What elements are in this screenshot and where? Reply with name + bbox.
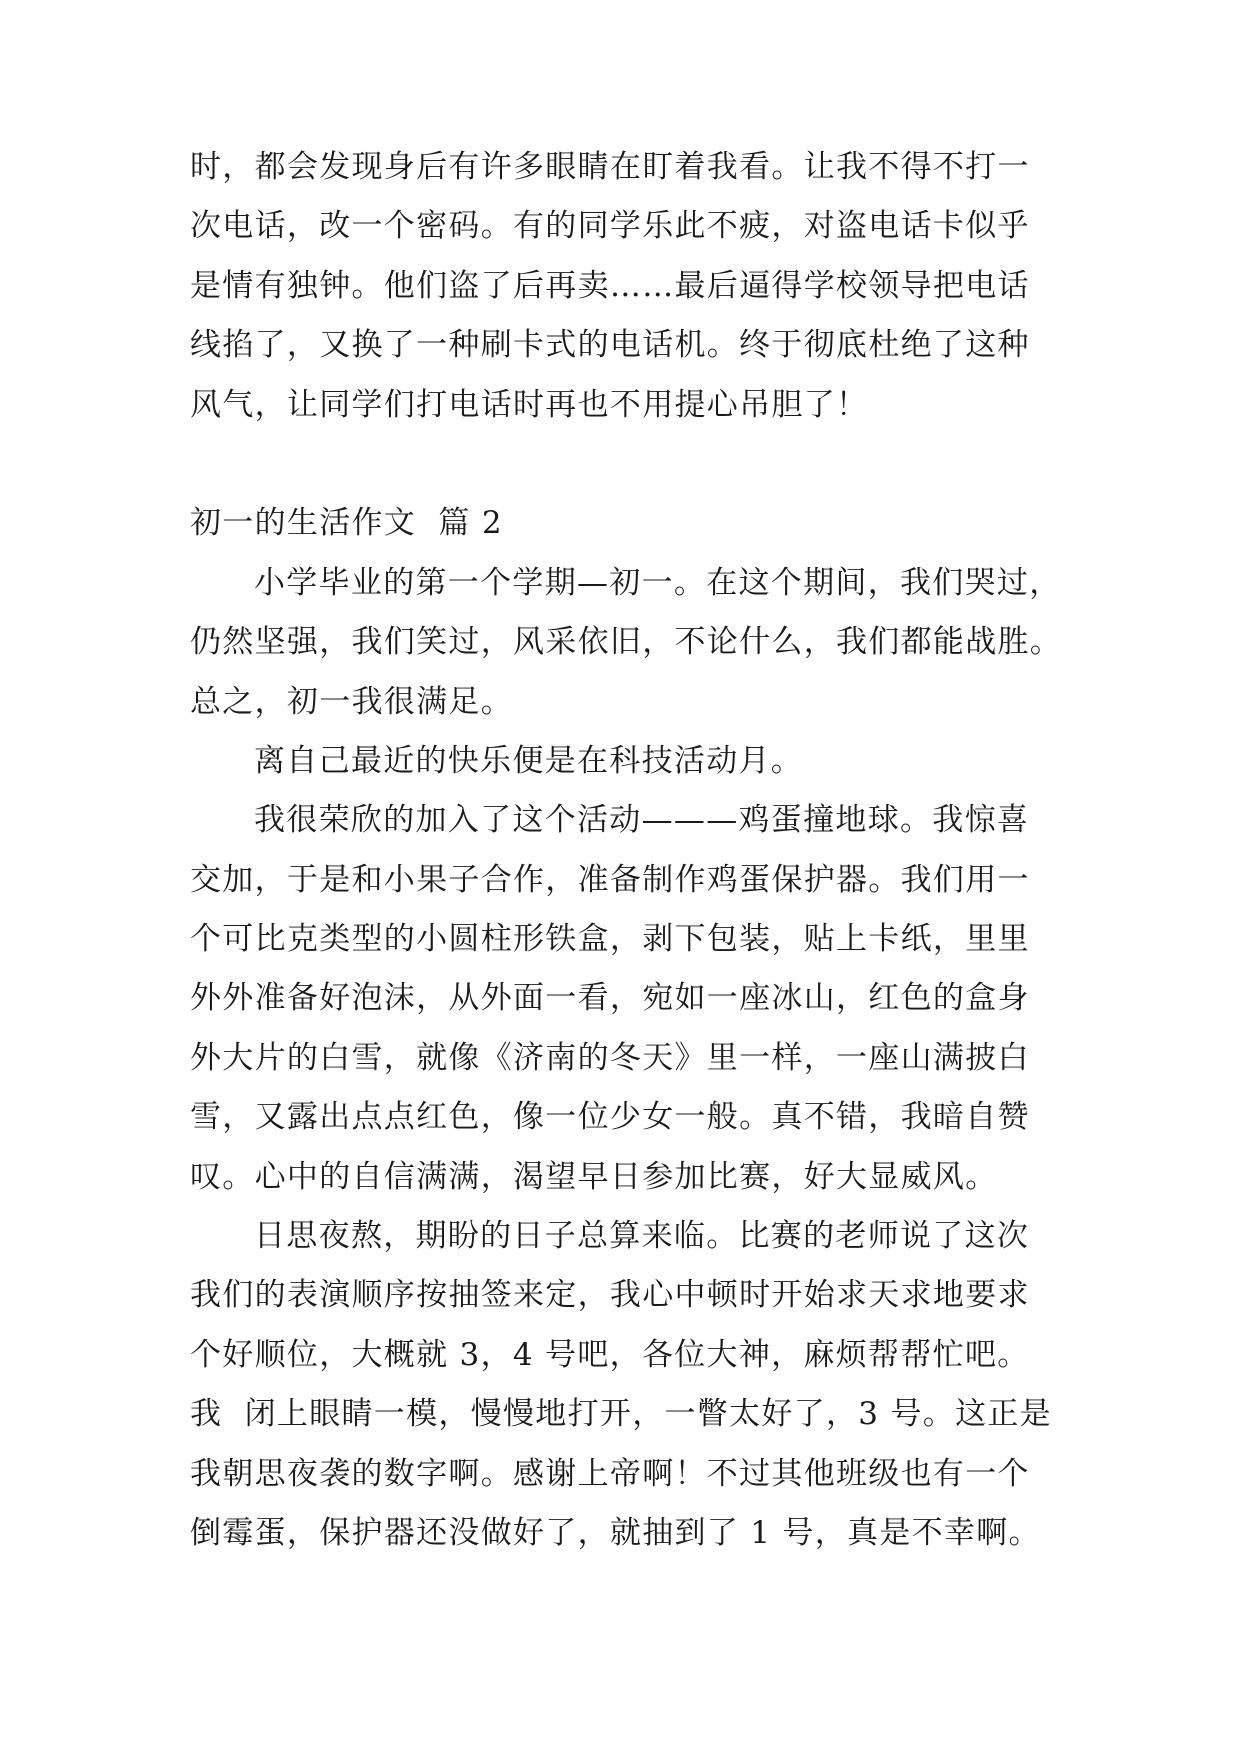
text-line: 外大片的白雪，就像《济南的冬天》里一样，一座山满披白 bbox=[190, 1039, 1030, 1076]
text-line: 时，都会发现身后有许多眼睛在盯着我看。让我不得不打一 bbox=[190, 149, 1030, 185]
paragraph-first-line: 日思夜熬，期盼的日子总算来临。比赛的老师说了这次 bbox=[254, 1218, 1030, 1255]
paragraph-first-line: 小学毕业的第一个学期—初一。在这个期间，我们哭过， bbox=[254, 564, 1062, 601]
text-line: 雪，又露出点点红色，像一位少女一般。真不错，我暗自赞 bbox=[190, 1099, 1030, 1136]
text-line: 外外准备好泡沫，从外面一看，宛如一座冰山，红色的盒身 bbox=[190, 980, 1030, 1017]
paragraph-gap bbox=[190, 435, 1070, 494]
text-line: 风气，让同学们打电话时再也不用提心吊胆了！ bbox=[190, 386, 869, 423]
text-line: 个可比克类型的小圆柱形铁盒，剥下包装，贴上卡纸，里里 bbox=[190, 921, 1030, 958]
text-line: 是情有独钟。他们盗了后再卖……最后逼得学校领导把电话 bbox=[190, 267, 1030, 304]
text-line: 次电话，改一个密码。有的同学乐此不疲，对盗电话卡似乎 bbox=[190, 208, 1030, 245]
text-line: 仍然坚强，我们笑过，风采依旧，不论什么，我们都能战胜。 bbox=[190, 624, 1063, 661]
paragraph-first-line: 我很荣欣的加入了这个活动———鸡蛋撞地球。我惊喜 bbox=[254, 802, 1030, 839]
text-line: 我们的表演顺序按抽签来定，我心中顿时开始求天求地要求 bbox=[190, 1277, 1030, 1314]
paragraph-first-line: 离自己最近的快乐便是在科技活动月。 bbox=[254, 742, 804, 779]
section-heading: 初一的生活作文 篇 2 bbox=[190, 505, 503, 542]
text-line: 交加，于是和小果子合作，准备制作鸡蛋保护器。我们用一 bbox=[190, 861, 1030, 898]
document-page bbox=[190, 138, 1070, 1563]
text-line: 叹。心中的自信满满，渴望早日参加比赛，好大显威风。 bbox=[190, 1158, 998, 1195]
text-line: 总之，初一我很满足。 bbox=[190, 683, 513, 720]
text-line: 倒霉蛋，保护器还没做好了，就抽到了 1 号，真是不幸啊。 bbox=[190, 1514, 1041, 1551]
text-line: 我 闭上眼睛一模，慢慢地打开，一瞥太好了，3 号。这正是 bbox=[190, 1396, 1052, 1433]
text-line: 个好顺位，大概就 3，4 号吧，各位大神，麻烦帮帮忙吧。 bbox=[190, 1336, 1030, 1373]
text-line: 线掐了，又换了一种刷卡式的电话机。终于彻底杜绝了这种 bbox=[190, 327, 1030, 364]
text-line: 我朝思夜袭的数字啊。感谢上帝啊！不过其他班级也有一个 bbox=[190, 1455, 1030, 1492]
